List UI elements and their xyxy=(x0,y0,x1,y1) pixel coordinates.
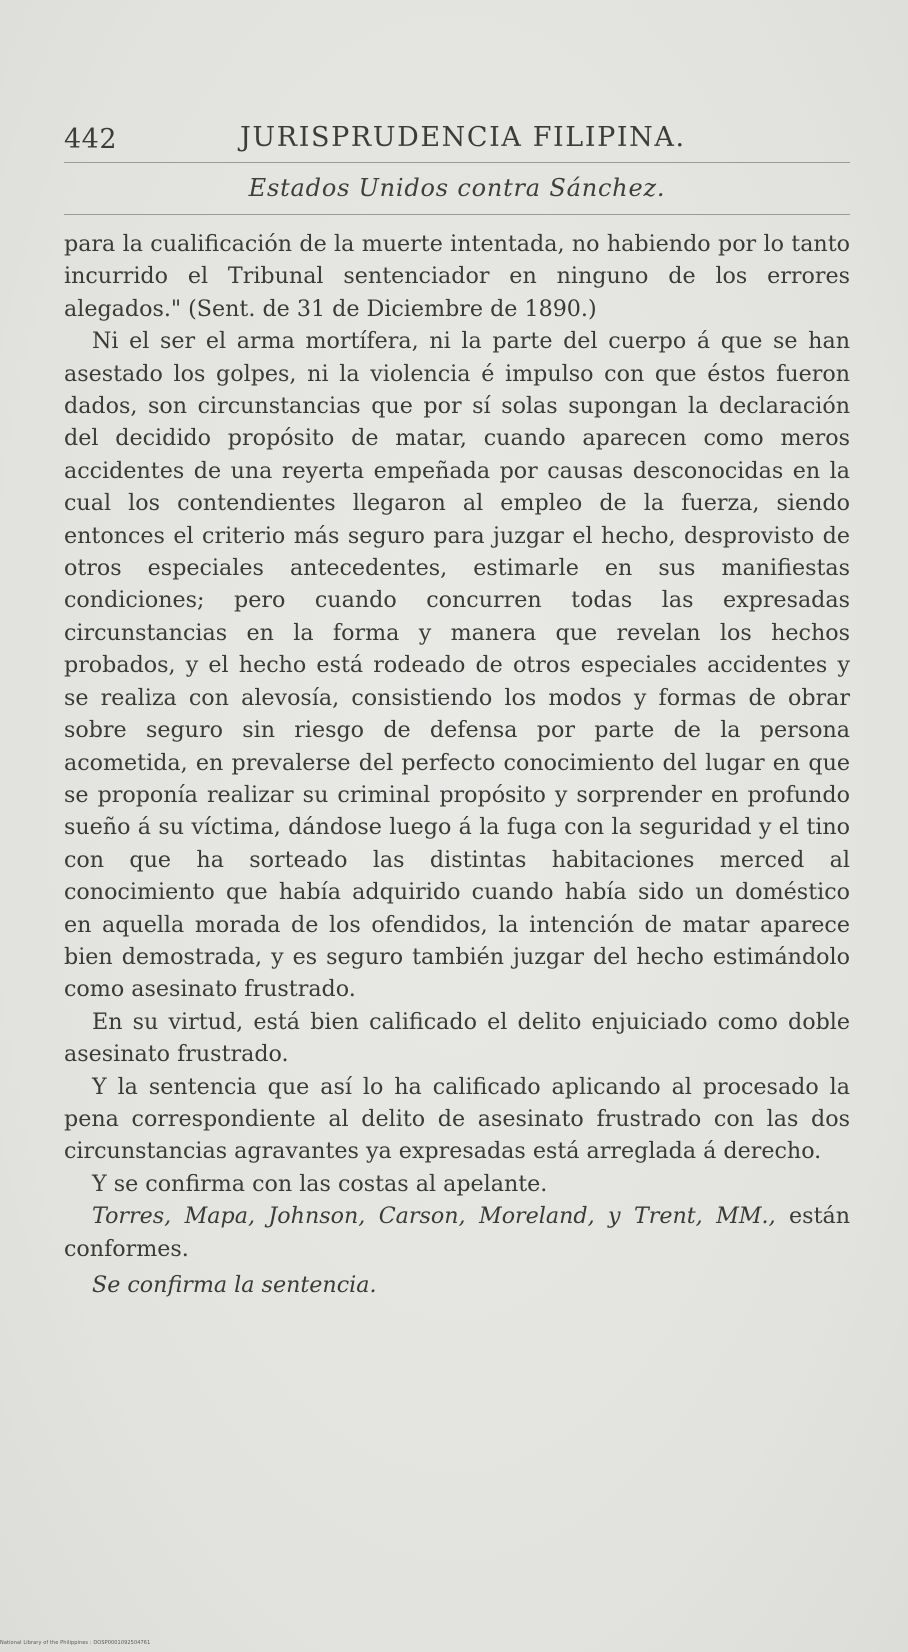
journal-title: JURISPRUDENCIA FILIPINA. xyxy=(240,122,686,153)
footer-separator: : xyxy=(89,1640,94,1646)
footer-library: National Library of the Philippines xyxy=(0,1640,89,1646)
header-rule-top xyxy=(64,162,850,163)
header-rule-bottom xyxy=(64,214,850,215)
disposition: Se confirma la sentencia. xyxy=(92,1272,377,1298)
paragraph-qualification: En su virtud, está bien calificado el delito enjuiciado como doble asesinato frustrado. xyxy=(64,1008,850,1068)
paragraph-reasoning: Ni el ser el arma mortífera, ni la parte del cuerpo á que se han asestado los golpes, ni la violencia é impulso con que éstos fueron dados, son circunstancias que por sí solas supongan la declaración del decidido propósito de matar, cuando aparecen como meros accidentes de una reyerta empeñada por causas desconocidas en la cual los contendientes llegaron al empleo de la fuerza, siendo entonces el criterio más seguro para juzgar el hecho, desprovisto de otros especiales antecedentes, estimarle en sus manifiestas condiciones; pero cuando concurren todas las expresadas circunstancias en la forma y manera que revelan los hechos probados, y el hecho está rodeado de otros especiales accidentes y se realiza con alevosía, consistiendo los modos y formas de obrar sobre seguro sin riesgo de defensa por parte de la persona acometida, en prevalerse del perfecto conocimiento del lugar en que se proponía realizar su criminal propósito y sorprender en profundo sueño á su víctima, dándose luego á la fuga con la seguridad y el tino con que ha sorteado las distintas habitaciones merced al conocimiento que había adquirido cuando había sido un doméstico en aquella morada de los ofendidos, la intención de matar aparece bien demostrada, y es seguro también juzgar del hecho estimándolo como asesinato frustrado. xyxy=(64,328,850,1003)
paragraph-continuation: para la cualificación de la muerte intentada, no habiendo por lo tanto incurrido el Tribunal sentenciador en ninguno de los errores alegados." (Sent. de 31 de Diciembre de 1890.) xyxy=(64,231,850,322)
case-title: Estados Unidos contra Sánchez. xyxy=(248,174,666,202)
concurrence-text: están conformes. xyxy=(64,1203,850,1262)
footer-id: DOSP0001092504761 xyxy=(93,1640,151,1646)
page-number: 442 xyxy=(64,124,118,155)
body-text xyxy=(64,228,850,1301)
paragraph-confirmation: Y se confirma con las costas al apelante. xyxy=(92,1170,548,1197)
paragraph-sentence: Y la sentencia que así lo ha calificado aplicando al procesado la pena correspondiente al delito de asesinato frustrado con las dos circunstancias agravantes ya expresadas está arreglada á derecho. xyxy=(64,1073,850,1165)
scan-footer xyxy=(0,1640,150,1646)
concurrence xyxy=(64,1200,850,1265)
concurring-justices: Torres, Mapa, Johnson, Carson, Moreland, y Trent, MM., xyxy=(92,1203,776,1230)
running-head xyxy=(64,118,854,158)
